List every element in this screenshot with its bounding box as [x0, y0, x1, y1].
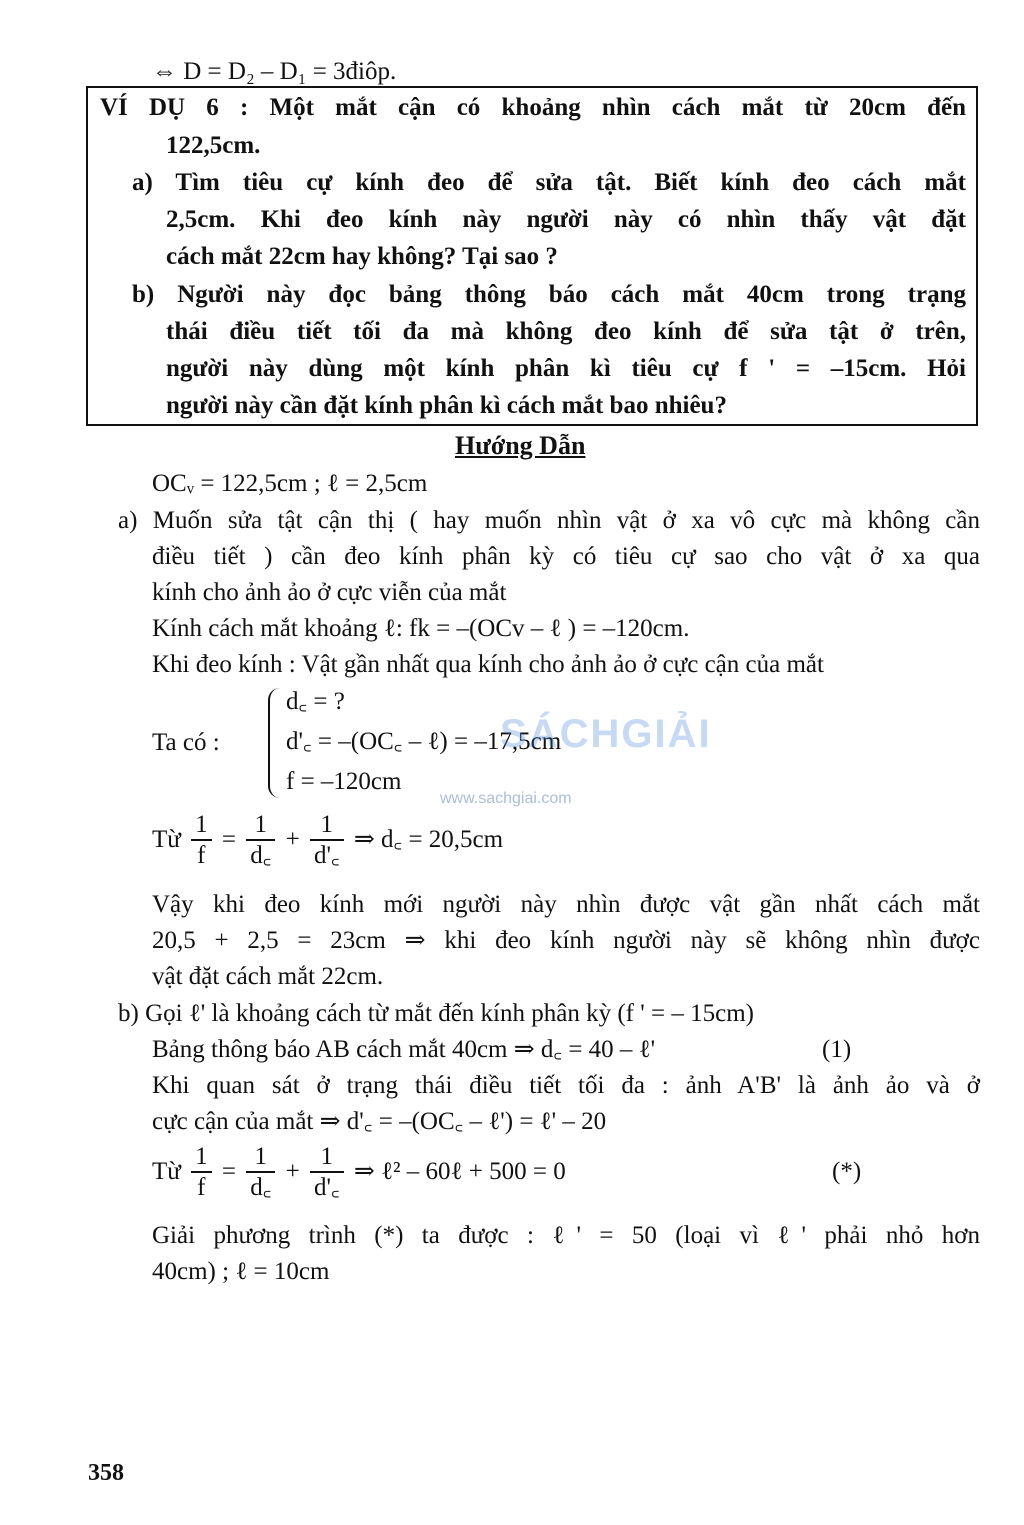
fraction-1-over-f [191, 811, 212, 871]
example-part-a: a) Tìm tiêu cự kính đeo để sửa tật. Biết kính đeo cách mắt [132, 169, 966, 196]
example-line: 2,5cm. Khi đeo kính này người này có nhìn thấy vật đặt [166, 206, 966, 233]
numerator: 1 [246, 1143, 275, 1173]
system-eq: f = –120cm [286, 768, 402, 795]
from-label: Từ [152, 826, 181, 853]
result-dc: ⇒ d꜀ = 20,5cm [353, 826, 504, 853]
numerator: 1 [246, 811, 275, 841]
example-line: người này dùng một kính phân kì tiêu cự f ' = –15cm. Hỏi [166, 355, 966, 382]
watermark-brand: SÁCHGIẢI [500, 712, 712, 756]
lens-formula-2 [152, 1140, 566, 1204]
solution-line: Bảng thông báo AB cách mắt 40cm ⇒ d꜀ = 40 – ℓ' [152, 1036, 656, 1063]
equals-sign: = [221, 826, 236, 853]
solution-line: Vậy khi đeo kính mới người này nhìn được vật gần nhất cách mắt [152, 891, 980, 918]
solution-line: 20,5 + 2,5 = 23cm ⇒ khi đeo kính người này sẽ không nhìn được [152, 927, 980, 954]
solution-line: điều tiết ) cần đeo kính phân kỳ có tiêu cự sao cho vật ở xa qua [152, 543, 980, 570]
given-values: OCᵥ = 122,5cm ; ℓ = 2,5cm [152, 470, 428, 497]
solution-line: Giải phương trình (*) ta được : ℓ' = 50 (loại vì ℓ' phải nhỏ hơn [152, 1222, 980, 1249]
denominator: d'꜀ [313, 842, 340, 870]
fraction-1-over-dpc [310, 811, 344, 871]
example-line: thái điều tiết tối đa mà không đeo kính để sửa tật ở trên, [166, 318, 966, 345]
example-part-b: b) Người này đọc bảng thông báo cách mắt 40cm trong trạng [132, 281, 966, 308]
quadratic-equation: ⇒ ℓ² – 60ℓ + 500 = 0 [353, 1158, 566, 1185]
solution-line: vật đặt cách mắt 22cm. [152, 963, 384, 990]
denominator: f [197, 842, 206, 870]
equals-sign: = [221, 1158, 236, 1185]
example-line: 122,5cm. [166, 132, 261, 159]
from-label: Từ [152, 1158, 181, 1185]
equation-tag: (*) [832, 1158, 862, 1185]
solution-line: cực cận của mắt ⇒ d'꜀ = –(OC꜀ – ℓ') = ℓ' – 20 [152, 1108, 607, 1135]
lens-formula-1 [152, 808, 503, 872]
system-label: Ta có : [152, 729, 220, 756]
system-brace [268, 688, 284, 798]
solution-line: Kính cách mắt khoảng ℓ: fk = –(OCv – ℓ ) = –120cm. [152, 615, 690, 642]
solution-line: Khi quan sát ở trạng thái điều tiết tối đa : ảnh A'B' là ảnh ảo và ở [152, 1072, 980, 1099]
system-eq: d꜀ = ? [286, 688, 345, 715]
example-title: VÍ DỤ 6 : Một mắt cận có khoảng nhìn cách mắt từ 20cm đến [100, 94, 966, 121]
numerator: 1 [310, 1143, 344, 1173]
solution-line: 40cm) ; ℓ = 10cm [152, 1258, 330, 1285]
fraction-1-over-dc [246, 811, 275, 871]
denominator: d꜀ [250, 842, 272, 870]
solution-line: kính cho ảnh ảo ở cực viễn của mắt [152, 579, 507, 606]
plus-sign: + [285, 1158, 300, 1185]
example-line: cách mắt 22cm hay không? Tại sao ? [166, 243, 558, 270]
numerator: 1 [191, 811, 212, 841]
denominator: f [197, 1174, 206, 1202]
fraction-1-over-dpc [310, 1143, 344, 1203]
example-line: người này cần đặt kính phân kì cách mắt bao nhiêu? [166, 392, 727, 419]
denominator: d꜀ [250, 1174, 272, 1202]
plus-sign: + [285, 826, 300, 853]
equation-tag: (1) [822, 1036, 852, 1063]
fraction-1-over-dc [246, 1143, 275, 1203]
watermark-logo [500, 712, 712, 757]
numerator: 1 [310, 811, 344, 841]
fraction-1-over-f [191, 1143, 212, 1203]
guide-heading: Hướng Dẫn [455, 431, 586, 460]
solution-b: b) Gọi ℓ' là khoảng cách từ mắt đến kính phân kỳ (f ' = – 15cm) [118, 1000, 754, 1027]
solution-a: a) Muốn sửa tật cận thị ( hay muốn nhìn vật ở xa vô cực mà không cần [118, 507, 980, 534]
solution-line: Khi đeo kính : Vật gần nhất qua kính cho ảnh ảo ở cực cận của mắt [152, 651, 824, 678]
system-eq: d'꜀ = –(OC꜀ – ℓ) = –17,5cm [286, 728, 562, 755]
watermark-url: www.sachgiai.com [440, 790, 572, 807]
page-number: 358 [88, 1460, 124, 1486]
denominator: d'꜀ [313, 1174, 340, 1202]
numerator: 1 [191, 1143, 212, 1173]
top-equation: ⇔ D = D₂ – D₁ = 3điôp. [152, 58, 397, 85]
